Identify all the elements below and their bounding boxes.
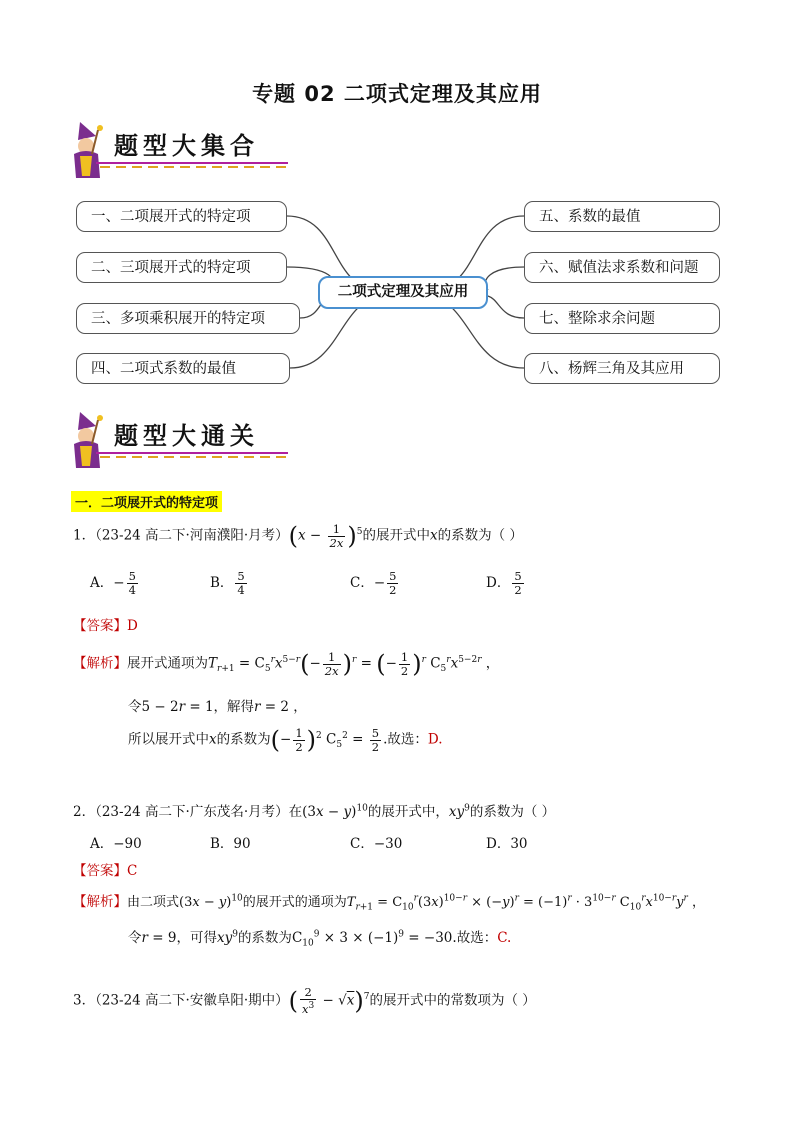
question-1-option-d: D． $\frac{5}{2}$ [486,569,522,597]
mindmap-node-left-1: 一、二项展开式的特定项 [76,201,287,232]
question-1: 1．（23-24 高二下·河南濮阳·月考）(x − $\frac{1}{2x}$ )$^5$的展开式中x的系数为（ ） [73,521,523,550]
section-banner-collection [70,118,300,182]
question-2-analysis-line-2: 令r = 9，可得$xy^9$的系数为$C_{10}^9 \times 3 \times (-1)^9 = -30$.故选：C. [128,929,512,949]
question-1-option-b: B． $\frac{5}{4}$ [210,569,245,597]
question-2: 2．（23-24 高二下·广东茂名·月考）在$(3x - y)^{10}$的展开式中，$xy^9$的系数为（ ） [73,803,556,820]
question-1-analysis-line-2: 令5 − 2r = 1，解得r = 2 ， [128,699,307,715]
question-3: 3．（23-24 高二下·安徽阜阳·期中）( $\frac{2}{x^3}$ − √x)$^7$的展开式中的常数项为（ ） [73,985,536,1016]
question-1-analysis-line-1: 【解析】展开式通项为$T_{r+1} = C_5^rx^{5-r}(-$ $\frac{1}{2x}$ )$^r$ = (− $\frac{1}{2}$ )$^r$ $C_5^rx^{5-2r}$ ， [73,649,500,678]
question-1-analysis-line-3: 所以展开式中x的系数为(− $\frac{1}{2}$ )$^2$ $C_5^2$ = $\frac{5}{2}$ .故选：D. [128,725,443,754]
page-title: 专题 02 二项式定理及其应用 [252,82,542,106]
question-2-option-b: B．90 [210,836,251,852]
wizard-icon [70,118,114,180]
banner-underline-dots [100,166,288,168]
mindmap-node-right-3: 七、整除求余问题 [524,303,720,334]
mindmap-node-right-1: 五、系数的最值 [524,201,720,232]
section-banner-practice [70,408,300,472]
wizard-icon [70,408,114,470]
banner-text: 题型大通关 [114,421,259,450]
mindmap-node-left-4: 四、二项式系数的最值 [76,353,290,384]
mindmap-node-right-4: 八、杨辉三角及其应用 [524,353,720,384]
question-2-option-d: D．30 [486,836,528,852]
question-2-option-a: A．−90 [90,836,142,852]
question-2-option-c: C．−30 [350,836,403,852]
question-1-option-a: A．− $\frac{5}{4}$ [90,569,136,597]
banner-underline-dots [100,456,288,458]
question-2-analysis-line-1: 【解析】由二项式$(3x - y)^{10}$的展开式的通项为$T_{r+1} = C_{10}^r(3x)^{10-r} \times (-y)^r = (-1)^r \cdot 3^{10-r}$ $C_{10}^rx^{10-r}y^r$ ， [73,893,705,913]
question-1-answer: 【答案】D [73,618,138,634]
mindmap-node-left-2: 二、三项展开式的特定项 [76,252,287,283]
mindmap-center: 二项式定理及其应用 [318,276,488,309]
question-2-answer: 【答案】C [73,863,138,879]
section-heading: 一．二项展开式的特定项 [71,491,222,512]
question-1-option-c: C．− $\frac{5}{2}$ [350,569,397,597]
mindmap-node-right-2: 六、赋值法求系数和问题 [524,252,720,283]
mindmap-node-left-3: 三、多项乘积展开的特定项 [76,303,300,334]
banner-text: 题型大集合 [114,131,259,160]
